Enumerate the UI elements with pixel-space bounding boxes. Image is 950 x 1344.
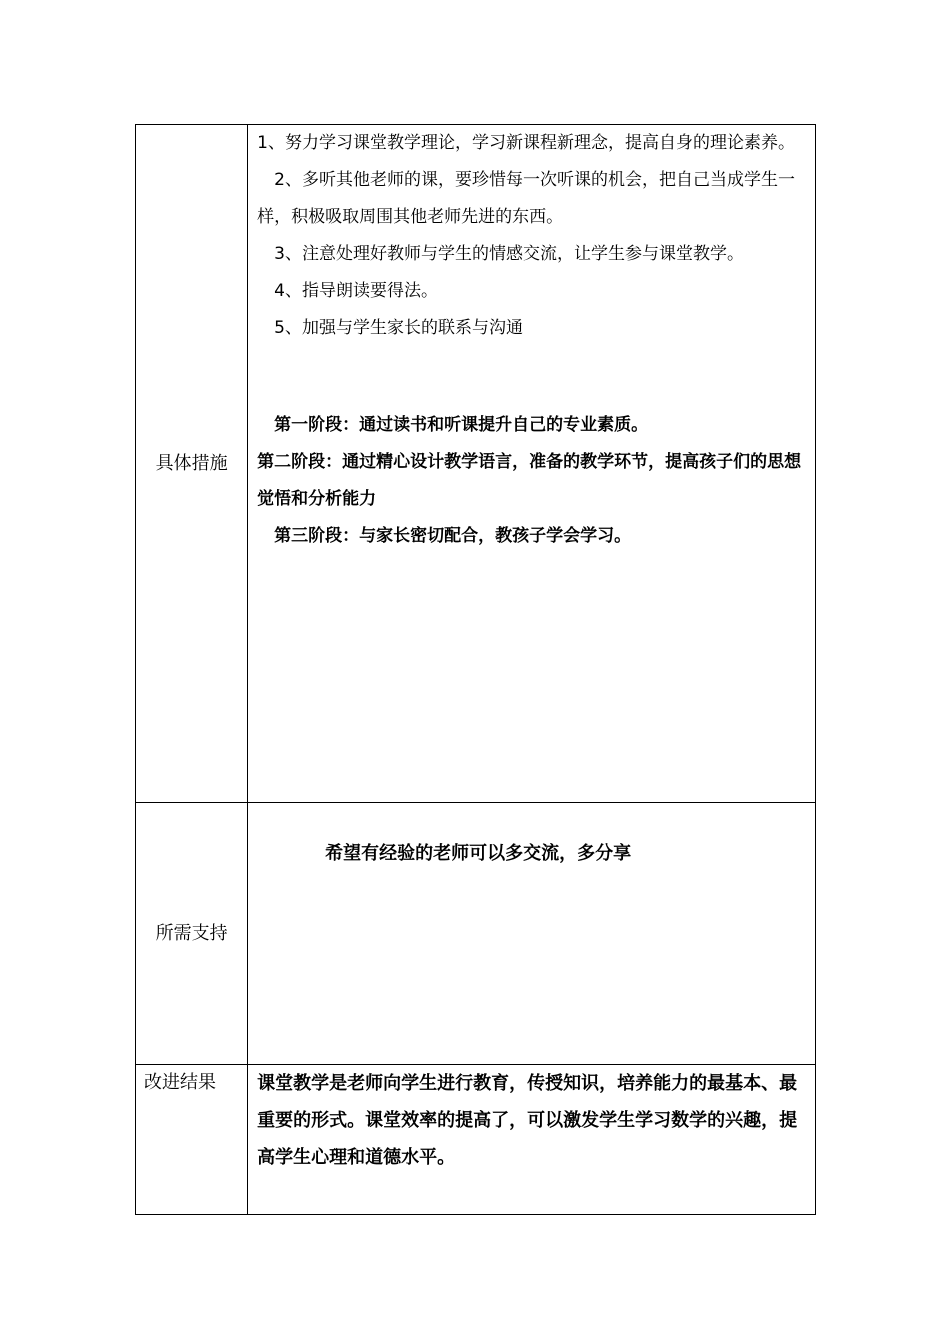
result-content (248, 1065, 816, 1215)
plan-table (135, 124, 816, 1215)
measures-row (136, 125, 816, 803)
stage-3: 第三阶段：与家长密切配合，教孩子学会学习。 (274, 526, 632, 546)
support-label: 所需支持 (136, 803, 248, 1065)
support-content (248, 803, 816, 1065)
measures-content (248, 125, 816, 803)
measures-label: 具体措施 (136, 125, 248, 803)
result-label: 改进结果 (136, 1065, 248, 1215)
measure-item-4: 4、指导朗读要得法。 (274, 281, 438, 301)
support-row (136, 803, 816, 1065)
support-text: 希望有经验的老师可以多交流，多分享 (325, 843, 632, 864)
result-row (136, 1065, 816, 1215)
measure-item-5: 5、加强与学生家长的联系与沟通 (274, 318, 523, 338)
stage-2: 第二阶段：通过精心设计教学语言，准备的教学环节，提高孩子们的思想觉悟和分析能力 (257, 452, 802, 509)
measure-item-3: 3、注意处理好教师与学生的情感交流，让学生参与课堂教学。 (274, 244, 744, 264)
measure-item-2: 2、多听其他老师的课，要珍惜每一次听课的机会，把自己当成学生一样，积极吸取周围其他老师先进的东西。 (257, 170, 795, 227)
stage-1: 第一阶段：通过读书和听课提升自己的专业素质。 (274, 415, 649, 435)
result-text: 课堂教学是老师向学生进行教育，传授知识，培养能力的最基本、最重要的形式。课堂效率的提高了，可以激发学生学习数学的兴趣，提高学生心理和道德水平。 (257, 1073, 798, 1168)
measure-item-1: 1、努力学习课堂教学理论，学习新课程新理念，提高自身的理论素养。 (257, 133, 795, 153)
